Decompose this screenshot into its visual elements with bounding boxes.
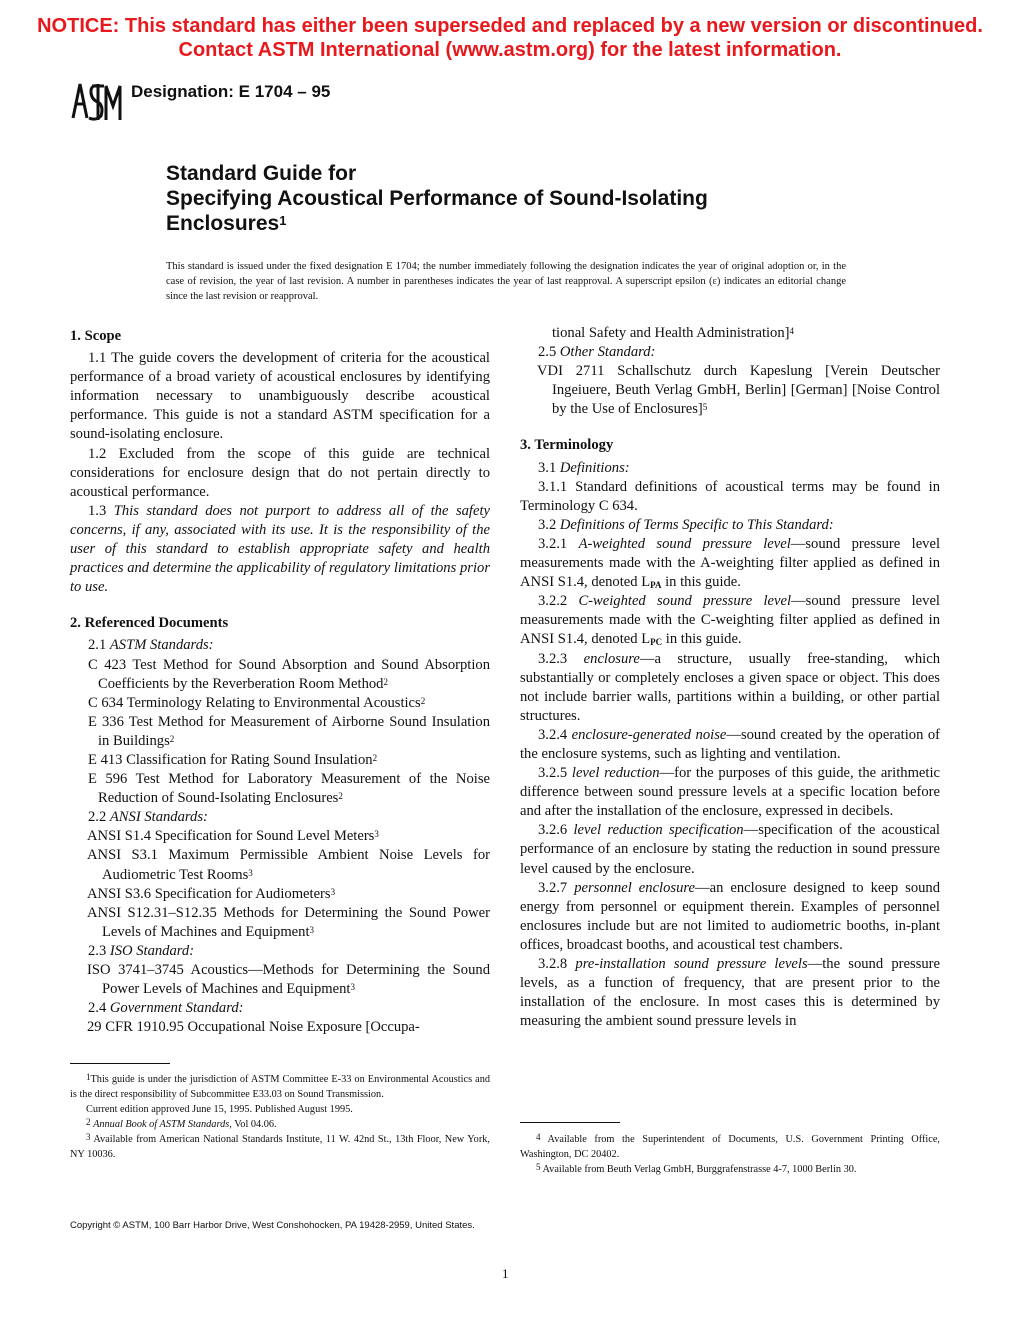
paragraph — [520, 764, 940, 821]
text-run: 3.2.3 — [538, 650, 584, 667]
text-run: pre-installation sound pressure levels — [575, 956, 808, 972]
text-run: ANSI S3.6 Specification for Audiometers — [87, 885, 331, 902]
paragraph — [70, 636, 490, 655]
footnote — [70, 1102, 490, 1117]
footnote-ref: 3 — [86, 1132, 91, 1142]
footnote — [520, 1132, 940, 1162]
text-run: Available from American National Standards Institute, 11 W. 42nd St., 13th Floor, New York, NY 10036. — [70, 1134, 490, 1160]
footnote-ref: 3 — [374, 829, 379, 840]
reference-continuation — [520, 324, 940, 343]
text-run: This guide is under the jurisdiction of ASTM Committee E-33 on Environmental Acoustics and is the direct responsibility of Subcommittee E33.03 on Sound Transmission. — [70, 1074, 490, 1100]
paragraph — [520, 955, 940, 1031]
footnote-rule-left — [70, 1063, 170, 1064]
text-run: ANSI S1.4 Specification for Sound Level Meters — [87, 828, 375, 845]
text-run: 2.1 — [88, 637, 110, 654]
paragraph — [520, 343, 940, 362]
text-run: ISO Standard: — [109, 942, 195, 959]
text-run: ISO 3741–3745 Acoustics—Methods for Determining the Sound Power Levels of Machines and Equipment — [87, 962, 490, 998]
paragraph — [520, 592, 940, 649]
footnote-ref: 3 — [350, 982, 355, 993]
footnotes-left — [70, 1072, 490, 1162]
text-run: This standard does not purport to address all of the safety concerns, if any, associated with its use. It is the responsibility of the user of this standard to establish appropriate safety and health practices and determine the applicability of regulatory limitations prior to use. — [70, 502, 490, 596]
paragraph — [70, 349, 490, 444]
text-run: 3.2.8 — [538, 956, 576, 972]
text-run: 3.2.7 — [538, 879, 575, 896]
text-run: —sound created by the operation of the enclosure systems, such as lighting and ventilation. — [520, 726, 940, 762]
text-run: ASTM Standards: — [109, 637, 214, 654]
text-run: 2. Referenced Documents — [70, 615, 229, 632]
notice-line-2: Contact ASTM International (www.astm.org) for the latest information. — [178, 39, 842, 61]
reference-item — [70, 713, 490, 751]
spacer — [520, 419, 940, 433]
paragraph — [520, 459, 940, 478]
title-text: Enclosures — [166, 212, 280, 235]
text-run: 2.4 — [88, 1000, 110, 1017]
copyright: Copyright © ASTM, 100 Barr Harbor Drive, West Conshohocken, PA 19428-2959, United States. — [70, 1220, 475, 1231]
paragraph — [520, 535, 940, 592]
title-line-1: Standard Guide for — [166, 162, 357, 185]
footnote-ref: 2 — [383, 676, 388, 687]
astm-logo — [70, 78, 122, 124]
section-heading — [70, 327, 490, 346]
text-run: 3.2.6 — [538, 822, 574, 839]
footnote — [520, 1162, 940, 1177]
text-run: ANSI S12.31–S12.35 Methods for Determining the Sound Power Levels of Machines and Equipment — [87, 904, 490, 940]
footnote-ref: 3 — [248, 867, 253, 878]
text-run: E 413 Classification for Rating Sound Insulation — [88, 751, 373, 768]
text-run: 2.3 — [88, 942, 110, 959]
text-run: level reduction specification — [573, 822, 744, 839]
text-run: 3.2.2 — [538, 593, 579, 610]
text-run: level reduction — [571, 765, 660, 782]
text-run: in this guide. — [662, 631, 742, 648]
text-run: Available from the Superintendent of Documents, U.S. Government Printing Office, Washington, DC 20402. — [520, 1134, 940, 1160]
text-run: Current edition approved June 15, 1995. Published August 1995. — [86, 1104, 353, 1115]
text-run: C-weighted sound pressure level — [578, 593, 792, 610]
text-run: ANSI S3.1 Maximum Permissible Ambient Noise Levels for Audiometric Test Rooms — [87, 847, 490, 883]
text-run: —the sound pressure levels, as a function of frequency, that are present prior to the installation of the enclosure. In most cases this is determined by measuring the ambient sound pressure levels in — [520, 956, 941, 1030]
footnote-ref: 2 — [338, 791, 343, 802]
left-column — [70, 324, 490, 1037]
issue-note: This standard is issued under the fixed designation E 1704; the number immediately following the designation indicates the year of original adoption or, in the case of revision, the year of last revision. A number in parentheses indicates the year of last reapproval. A superscript epsilon (ε) indicates an editorial change since the last revision or reapproval. — [166, 261, 846, 302]
text-run: 3.1.1 Standard definitions of acoustical terms may be found in Terminology C 634. — [520, 478, 940, 514]
text-run: in this guide. — [661, 574, 741, 591]
reference-item — [70, 961, 490, 999]
text-run: personnel enclosure — [574, 879, 695, 896]
text-run: Government Standard: — [109, 1000, 244, 1017]
paragraph — [70, 808, 490, 827]
text-run: C 634 Terminology Relating to Environmental Acoustics — [88, 694, 421, 711]
paragraph — [520, 478, 940, 516]
text-run: , Vol 04.06. — [229, 1119, 277, 1130]
text-run: enclosure-generated noise — [571, 726, 727, 743]
text-run: 1.1 The guide covers the development of criteria for the acoustical performance of a broad variety of acoustical enclosures by identifying information necessary to unambiguously describe acoustical performance. This guide is not a standard ASTM specification for a sound-isolating enclosure. — [70, 350, 490, 443]
text-run: 3.2.4 — [538, 726, 572, 743]
footnote-ref: 3 — [330, 886, 336, 897]
footnote — [70, 1132, 490, 1162]
footnote-ref: 4 — [536, 1132, 541, 1142]
paragraph — [520, 650, 940, 726]
text-run: 2.2 — [88, 809, 110, 826]
reference-item — [70, 656, 490, 694]
paragraph — [520, 726, 940, 764]
footnote-ref: 5 — [536, 1162, 541, 1172]
footnote — [70, 1117, 490, 1132]
text-run: enclosure — [583, 650, 640, 667]
document-title — [166, 161, 708, 236]
reference-item — [70, 846, 490, 884]
paragraph — [70, 942, 490, 961]
reference-item — [520, 362, 940, 419]
text-run: Other Standard: — [559, 344, 656, 361]
text-run: —sound pressure level measurements made with the C-weighting filter applied as defined in ANSI S1.4, denoted L — [520, 593, 940, 648]
reference-item — [70, 827, 490, 846]
text-run: VDI 2711 Schallschutz durch Kapeslung [Verein Deutscher Ingeiuere, Beuth Verlag GmbH, Berlin] [German] [Noise Control by the Use of Enclosures] — [537, 363, 940, 418]
reference-item — [70, 770, 490, 808]
paragraph — [520, 821, 940, 878]
text-run: ANSI Standards: — [109, 809, 208, 826]
text-run: E 596 Test Method for Laboratory Measurement of the Noise Reduction of Sound-Isolating Enclosures — [88, 771, 490, 807]
footnotes-right — [520, 1132, 940, 1177]
title-line-2: Specifying Acoustical Performance of Sound-Isolating — [166, 187, 708, 210]
right-column — [520, 324, 940, 1031]
text-run: —a structure, usually free-standing, which substantially or completely encloses a given space or object. This does not include barrier walls, partitions within a building, or other partial structures. — [520, 650, 941, 724]
text-run: C 423 Test Method for Sound Absorption and Sound Absorption Coefficients by the Reverberation Room Method — [88, 656, 490, 692]
paragraph — [520, 516, 940, 535]
subscript: PC — [650, 637, 663, 648]
text-run: Annual Book of ASTM Standards — [93, 1119, 230, 1130]
text-run: —for the purposes of this guide, the arithmetic difference between sound pressure levels at a specific location before and after the installation of the enclosure, expressed in decibels. — [520, 765, 940, 820]
paragraph — [70, 445, 490, 502]
footnote-ref: 2 — [86, 1117, 91, 1127]
supersession-notice — [0, 14, 1020, 62]
page-number: 1 — [502, 1266, 509, 1281]
text-run: 3.2 — [538, 516, 560, 533]
subscript: PA — [650, 580, 662, 591]
footnote-ref: 5 — [702, 402, 708, 413]
reference-item — [70, 751, 490, 770]
text-run: 3.1 — [538, 459, 560, 476]
reference-item — [70, 1018, 490, 1037]
text-run: E 336 Test Method for Measurement of Airborne Sound Insulation in Buildings — [88, 713, 490, 749]
text-run: —specification of the acoustical performance of an enclosure by stating the reduction in sound pressure level caused by the enclosure. — [520, 822, 940, 877]
reference-item — [70, 885, 490, 904]
text-run: A-weighted sound pressure level — [578, 535, 791, 552]
reference-item — [70, 694, 490, 713]
text-run: tional Safety and Health Administration] — [552, 325, 790, 341]
text-run: —sound pressure level measurements made with the A-weighting filter applied as defined in ANSI S1.4, denoted L — [520, 535, 940, 591]
text-run: 29 CFR 1910.95 Occupational Noise Exposure [Occupa- — [87, 1019, 420, 1036]
footnote-rule-right — [520, 1122, 620, 1123]
footnote-ref: 2 — [169, 733, 175, 744]
paragraph — [520, 879, 940, 955]
notice-line-1: NOTICE: This standard has either been superseded and replaced by a new version or discontinued. — [37, 15, 983, 37]
paragraph — [70, 999, 490, 1018]
footnote-ref: 2 — [420, 695, 426, 706]
text-run: Definitions: — [559, 459, 630, 476]
text-run: 1.2 Excluded from the scope of this guide are technical considerations for enclosure design that do not pertain directly to acoustical performance. — [70, 445, 490, 500]
footnote — [70, 1072, 490, 1102]
text-run: 2.5 — [538, 344, 560, 361]
section-heading — [520, 436, 940, 455]
text-run: 1.3 — [88, 502, 114, 519]
title-footnote-ref: 1 — [279, 213, 287, 228]
text-run: —an enclosure designed to keep sound energy from personnel or equipment therein. Examples of personnel enclosures include but are not limited to audiometric booths, in-plant offices, broadcast booths, and acoustical test chambers. — [520, 879, 941, 953]
title-line-3 — [166, 211, 708, 236]
footnote-ref: 1 — [86, 1072, 91, 1082]
section-heading — [70, 614, 490, 633]
footnote-ref: 2 — [372, 752, 378, 763]
paragraph — [70, 502, 490, 597]
footnote-ref: 4 — [789, 326, 795, 336]
spacer — [70, 597, 490, 611]
text-run: Available from Beuth Verlag GmbH, Burggrafenstrasse 4-7, 1000 Berlin 30. — [540, 1164, 857, 1175]
text-run: 3.2.5 — [538, 765, 572, 782]
text-run: 1. Scope — [70, 328, 122, 344]
reference-item — [70, 904, 490, 942]
text-run: Definitions of Terms Specific to This Standard: — [559, 516, 834, 533]
footnote-ref: 3 — [309, 924, 314, 935]
designation: Designation: E 1704 – 95 — [131, 82, 331, 101]
text-run: 3. Terminology — [520, 437, 614, 454]
text-run: 3.2.1 — [538, 535, 579, 552]
